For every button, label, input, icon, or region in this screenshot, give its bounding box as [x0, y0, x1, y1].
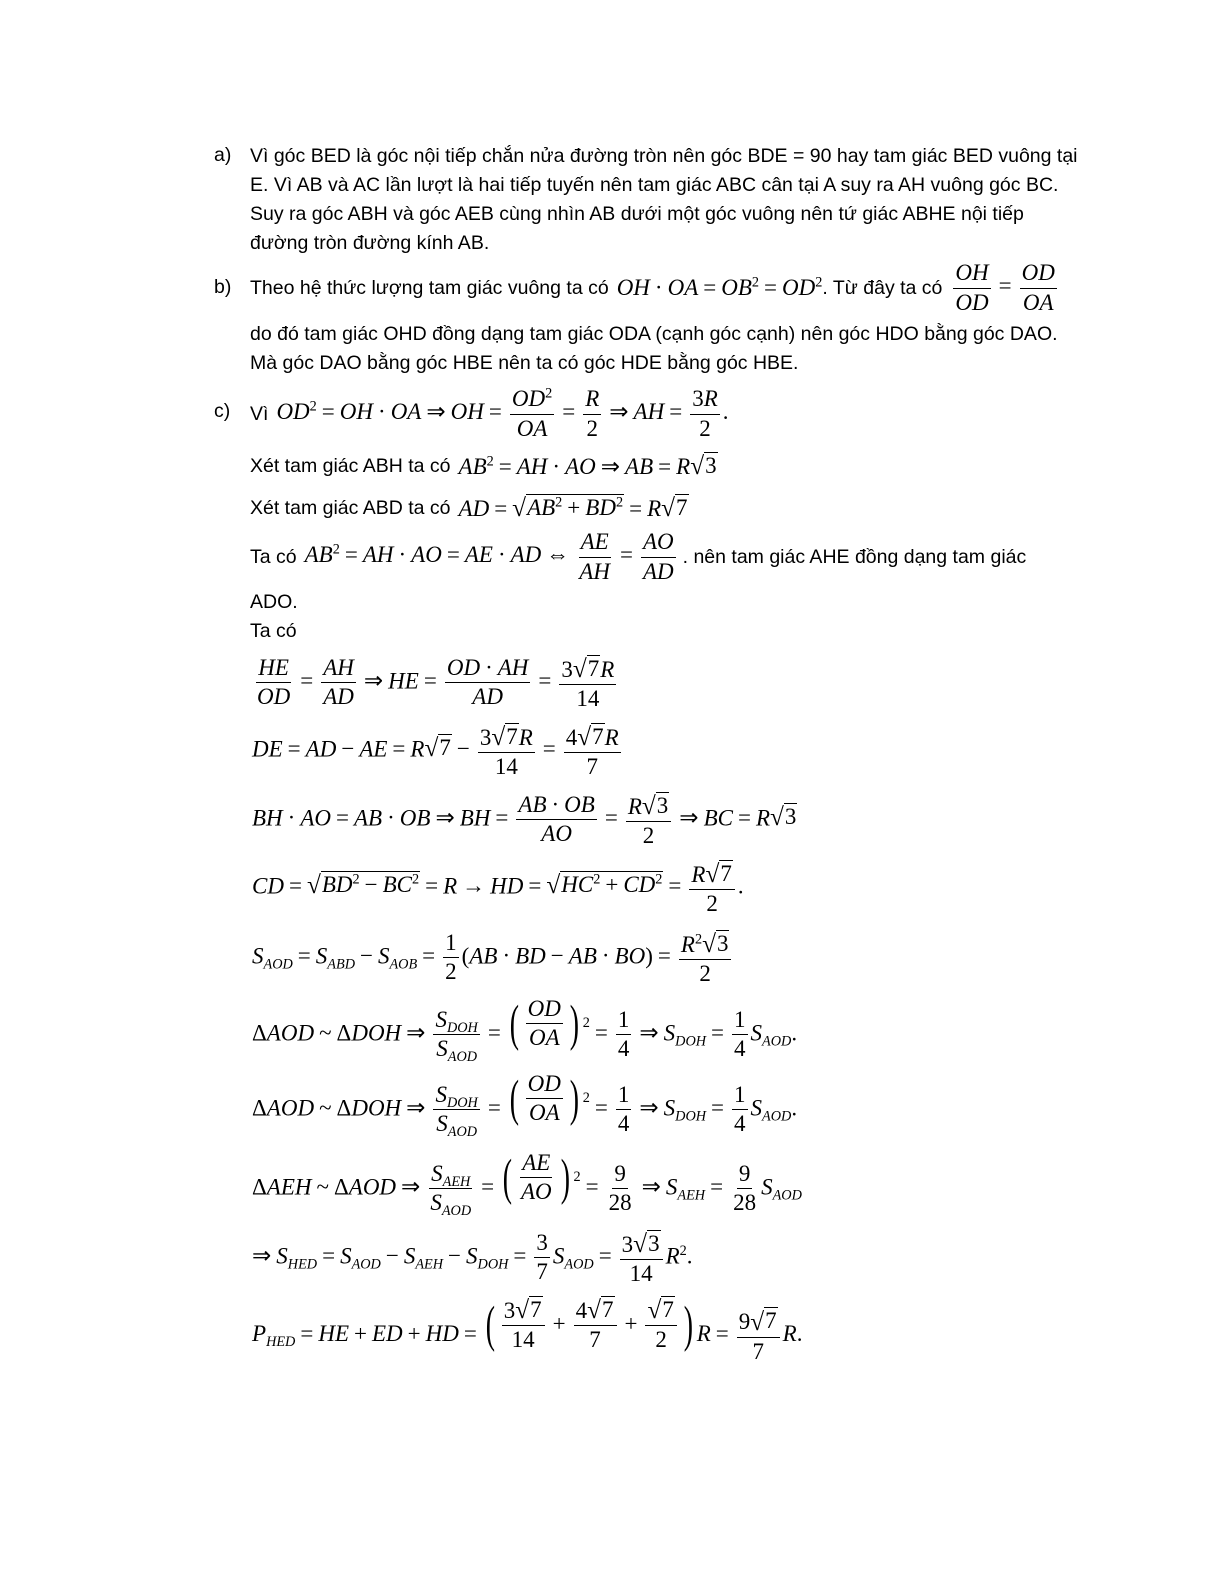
- part-a-label: a): [214, 144, 232, 166]
- part-c-taco-tail: . nên tam giác AHE đồng dạng tam giác: [682, 545, 1027, 568]
- part-c-vi: Vì: [250, 402, 269, 425]
- part-c-ado: ADO.: [250, 591, 298, 613]
- formula-he: $\frac{HE}{OD}$ = $\frac{AH}{AD}$ ⇒ HE = $\frac{OD \cdot AH}{AD}$ = 3 √ 7 R 14: [257, 654, 615, 712]
- formula-cd: CD = √ $BD^2 - BC^2$ = R → HD = √ $HC^2 + CD^2$ = R √ 7 2 .: [252, 859, 744, 917]
- formula-s-aod: $S_{AOD} = S_{ABD} - S_{AOB}$ = $\frac{1}{2}$ (AB · BD − AB · BO) = $R^2$ √ 3 2: [252, 926, 734, 990]
- part-c-line-taco: [250, 526, 1026, 588]
- formula-sim-aeh: ΔAEH ~ ΔAOD ⇒ $\frac{S_{AEH}}{S_{AOD}}$ = ( $\frac{AE}{AO}$ ) 2 = $\frac{9}{28}$ ⇒ $S_{AEH}$ = $\frac{9}{28}$ $S_{AOD}$: [252, 1148, 802, 1220]
- formula-sim-doh-2: ΔAOD ~ ΔDOH ⇒ $\frac{S_{DOH}}{S_{AOD}}$ = ( $\frac{OD}{OA}$ ) 2 = $\frac{1}{4}$ ⇒ $S_{DOH}$ = $\frac{1}{4}$ $S_{AOD}$.: [252, 1069, 798, 1141]
- formula-sim-doh-1: ΔAOD ~ ΔDOH ⇒ $\frac{S_{DOH}}{S_{AOD}}$ = ( $\frac{OD}{OA}$ ) 2 = $\frac{1}{4}$ ⇒ $S_{DOH}$ = $\frac{1}{4}$ $S_{AOD}$.: [252, 994, 798, 1066]
- part-b-first-line: [250, 256, 1060, 320]
- part-c-abh-text: Xét tam giác ABH ta có: [250, 454, 451, 477]
- part-c-abd-text: Xét tam giác ABD ta có: [250, 496, 451, 519]
- formula-oh-oa: OH · OA = $OB^2 = OD^2$: [616, 274, 823, 300]
- part-b-lead: Theo hệ thức lượng tam giác vuông ta có: [250, 276, 609, 299]
- part-b-label: b): [214, 276, 232, 298]
- part-c-taco-text: Ta có: [250, 545, 297, 568]
- formula-ab: $AB^2$ = AH · AO ⇒ AB = R √ 3: [458, 452, 717, 481]
- formula-p-hed: $P_{HED}$ = HE + ED + HD = ( 3 √ 7 14 + 4 √ 7 7 + √ 7 2 ) R = 9 √ 7 7 R.: [252, 1295, 803, 1364]
- part-c-line-1: [250, 382, 729, 446]
- part-c-taco2: Ta có: [250, 620, 297, 642]
- formula-de: DE = AD − AE = R √ 7 − 3 √ 7 R 14 = 4 √ 7 R 7: [252, 722, 619, 780]
- part-c-label: c): [214, 400, 231, 422]
- part-b-mid: . Từ đây ta có: [822, 276, 943, 299]
- part-b-text: do đó tam giác OHD đồng dạng tam giác ODA (cạnh góc cạnh) nên góc HDO bằng góc DAO. Mà góc DAO bằng góc HBE nên ta có góc HDE bằng góc HBE.: [250, 323, 1058, 374]
- part-c-line-abd: [250, 490, 689, 526]
- formula-bh: BH · AO = AB · OB ⇒ BH = $\frac{AB \cdot OB}{AO}$ = R √ 3 2 ⇒ BC = R √ 3: [252, 791, 797, 849]
- formula-oh: $OD^2$ = OH · OA ⇒ OH = $\frac{OD^2}{OA}$ = $\frac{R}{2}$ ⇒ AH = $\frac{3R}{2}$ .: [276, 385, 729, 441]
- part-a-text: Vì góc BED là góc nội tiếp chắn nửa đường tròn nên góc BDE = 90 hay tam giác BED vuông tại E. Vì AB và AC lần lượt là hai tiếp tuyến nên tam giác ABC cân tại A suy ra AH vuông góc BC. Suy ra góc ABH và góc AEB cùng nhìn AB dưới một góc vuông nên tứ giác ABHE nội tiếp đường tròn đường kính AB.: [250, 145, 1078, 254]
- formula-ae-ah: $AB^2$ = AH · AO = AE · AD ⇔ $\frac{AE}{AH}$ = $\frac{AO}{AD}$: [304, 529, 674, 584]
- formula-s-hed: ⇒ $S_{HED} = S_{AOD} - S_{AEH} - S_{DOH}$ = $\frac{3}{7}$ $S_{AOD}$ = 3 √ 3 14 $R^2$.: [252, 1229, 693, 1287]
- part-c-line-abh: [250, 450, 718, 482]
- formula-ratio-oh-od: $\frac{OH}{OD}$ = $\frac{OD}{OA}$: [955, 260, 1055, 315]
- formula-ad: AD = √ $AB^2 + BD^2$ = R √ 7: [458, 494, 688, 523]
